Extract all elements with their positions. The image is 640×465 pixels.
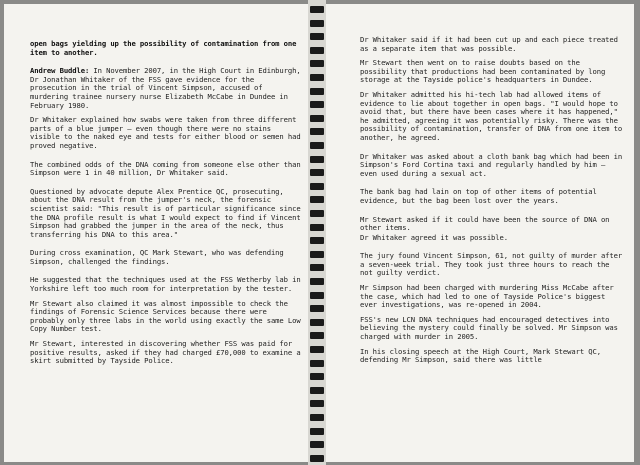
right-paragraph: Mr Simpson had been charged with murdering Miss McCabe after the case, which had led to one of Tayside Police's biggest ever investigations, was re-opened in 2004.	[360, 283, 614, 310]
speaker-name: Andrew Buddle:	[30, 66, 90, 76]
right-paragraph: In his closing speech at the High Court, Mark Stewart QC, defending Mr Simpson, said there was little	[360, 346, 601, 365]
left-paragraph: The combined odds of the DNA coming from someone else other than Simpson were 1 in 40 million, Dr Whitaker said.	[30, 159, 301, 178]
binding-ring	[310, 373, 324, 380]
binding-ring	[310, 264, 324, 271]
right-page	[326, 4, 634, 462]
binding-ring	[310, 60, 324, 67]
binding-ring	[310, 47, 324, 54]
binding-ring	[310, 305, 324, 312]
binding-ring	[310, 360, 324, 367]
binding-ring	[310, 6, 324, 13]
binding-ring	[310, 278, 324, 285]
left-paragraph: Mr Stewart also claimed it was almost impossible to check the findings of Forensic Science Services because there were probably only three labs in the world using exactly the same Low Copy Number test.	[30, 298, 301, 334]
binding-ring	[310, 88, 324, 95]
left-paragraph: Questioned by advocate depute Alex Prentice QC, prosecuting, about the DNA result from the jumper's neck, the forensic scientist said: "This result is of particular significance since the DNA profile result is what I would expect to find if Vincent Simpson had grabbed the jumper in the area of the neck, thus transferring his DNA to this area."	[30, 186, 301, 239]
right-paragraph: The bank bag had lain on top of other items of potential evidence, but the bag been lost over the years.	[360, 187, 597, 205]
binding-ring	[310, 387, 324, 394]
binding-ring	[310, 400, 324, 407]
binding-ring	[310, 196, 324, 203]
binding-ring	[310, 428, 324, 435]
binding-ring	[310, 156, 324, 163]
spiral-binding	[308, 0, 326, 465]
binding-ring	[310, 441, 324, 448]
binding-ring	[310, 292, 324, 299]
binding-ring	[310, 101, 324, 108]
right-paragraph: FSS's new LCN DNA techniques had encouraged detectives into believing the mystery could finally be solved. Mr Simpson was charged with murder in 2005.	[360, 314, 618, 342]
binding-ring	[310, 319, 324, 326]
binding-ring	[310, 210, 324, 217]
binding-ring	[310, 414, 324, 421]
binding-ring	[310, 115, 324, 122]
left-paragraph: During cross examination, QC Mark Stewart, who was defending Simpson, challenged the findings.	[30, 248, 284, 266]
binding-ring	[310, 183, 324, 190]
binding-ring	[310, 33, 324, 40]
binding-ring	[310, 224, 324, 231]
binding-ring	[310, 74, 324, 81]
left-paragraph: He suggested that the techniques used at the FSS Wetherby lab in Yorkshire left too much room for interpretation by the tester.	[30, 275, 301, 294]
binding-ring	[310, 142, 324, 149]
right-paragraph: Mr Stewart then went on to raise doubts based on the possibility that productions had been contaminated by long storage at the Tayside police's headquarters in Dundee.	[360, 58, 606, 85]
left-paragraph: Dr Whitaker explained how swabs were taken from three different parts of a blue jumper — even though there were no stains visible to the naked eye and tests for either blood or semen had proved negative.	[30, 115, 301, 150]
binding-ring	[310, 332, 324, 339]
right-paragraph: Dr Whitaker agreed it was possible.	[360, 232, 508, 242]
right-paragraph: Mr Stewart asked if it could have been the source of DNA on other items.	[360, 214, 610, 233]
left-paragraph: Andrew Buddle: In November 2007, in the High Court in Edinburgh, Dr Jonathan Whitaker of the FSS gave evidence for the prosecution in the trial of Vincent Simpson, accused of murdering trainee nursery nurse Elizabeth McCabe in Dundee in February 1980.	[30, 66, 301, 110]
binding-ring	[310, 169, 324, 176]
binding-ring	[310, 237, 324, 244]
binding-ring	[310, 251, 324, 258]
left-paragraph: Mr Stewart, interested in discovering whether FSS was paid for positive results, asked if they had charged £70,000 to examine a skirt submitted by Tayside Police.	[30, 339, 301, 366]
binding-ring	[310, 128, 324, 135]
binding-ring	[310, 20, 324, 27]
left-page	[4, 4, 308, 462]
right-paragraph: Dr Whitaker was asked about a cloth bank bag which had been in Simpson's Ford Cortina taxi and regularly handled by him — even used during a sexual act.	[360, 151, 623, 178]
right-paragraph: Dr Whitaker admitted his hi-tech lab had allowed items of evidence to lie about together in open bags. "I would hope to avoid that, but there have been cases where it has happened," he admitted, agreeing it was potentially risky. There was the possibility of contamination, transfer of DNA from one item to another, he agreed.	[360, 89, 623, 142]
right-paragraph: The jury found Vincent Simpson, 61, not guilty of murder after a seven-week trial. They took just three hours to reach the not guilty verdict.	[360, 251, 623, 278]
left-heading: open bags yielding up the possibility of contamination from one item to another.	[30, 39, 297, 57]
binding-ring	[310, 346, 324, 353]
binding-ring	[310, 455, 324, 462]
right-paragraph: Dr Whitaker said if it had been cut up and each piece treated as a separate item that was possible.	[360, 35, 618, 53]
